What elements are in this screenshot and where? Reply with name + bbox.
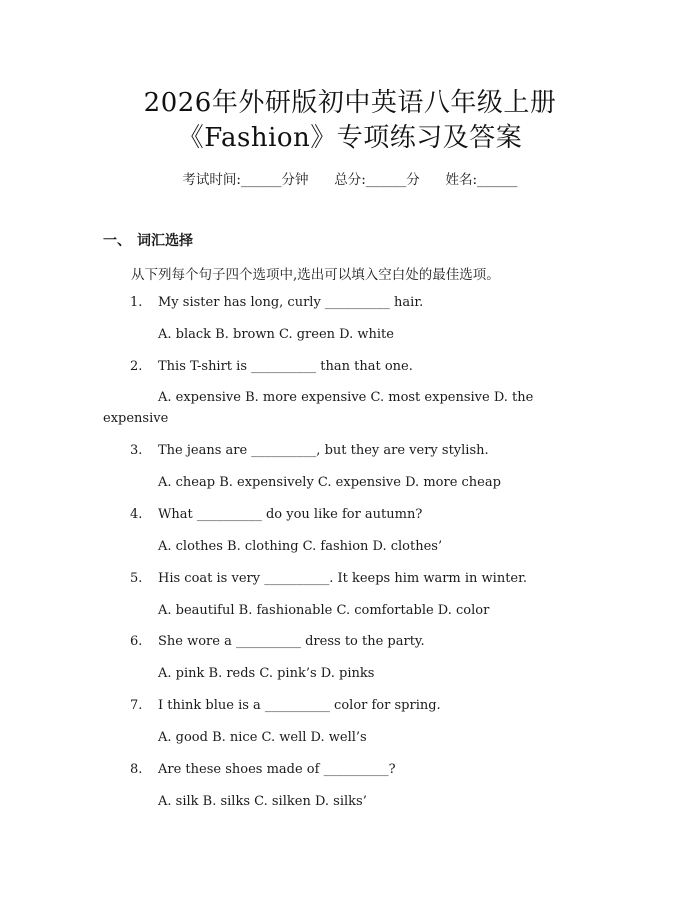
options-6: A. pink B. reds C. pink’s D. pinks xyxy=(158,666,375,681)
question-8 xyxy=(130,762,396,777)
question-6 xyxy=(130,634,425,649)
question-2 xyxy=(130,359,413,374)
document-title-line-2: 《Fashion》专项练习及答案 xyxy=(177,123,523,153)
options-5: A. beautiful B. fashionable C. comfortable D. color xyxy=(158,603,490,618)
question-text: His coat is very __________. It keeps him warm in winter. xyxy=(158,571,528,586)
question-4 xyxy=(130,507,422,522)
options-2: A. expensive B. more expensive C. most expensive D. the xyxy=(158,390,534,405)
question-text: I think blue is a __________ color for spring. xyxy=(158,698,441,713)
question-text: My sister has long, curly __________ hair. xyxy=(158,295,424,310)
options-1: A. black B. brown C. green D. white xyxy=(158,327,394,342)
options-8: A. silk B. silks C. silken D. silks’ xyxy=(158,794,367,809)
question-1 xyxy=(130,295,423,310)
question-text: Are these shoes made of __________? xyxy=(158,762,396,777)
question-5 xyxy=(130,571,527,586)
options-2-wrap: expensive xyxy=(103,411,169,426)
question-number: 5. xyxy=(130,571,143,586)
question-number: 3. xyxy=(130,443,143,458)
question-number: 6. xyxy=(130,634,143,649)
options-4: A. clothes B. clothing C. fashion D. clothes’ xyxy=(158,539,443,554)
question-text: She wore a __________ dress to the party. xyxy=(158,634,425,649)
section-instruction: 从下列每个句子四个选项中,选出可以填入空白处的最佳选项。 xyxy=(131,267,500,283)
question-7 xyxy=(130,698,441,713)
section-number: 一、 xyxy=(103,233,131,249)
options-3: A. cheap B. expensively C. expensive D. more cheap xyxy=(158,475,501,490)
question-number: 1. xyxy=(130,295,143,310)
options-7: A. good B. nice C. well D. well’s xyxy=(158,730,367,745)
question-number: 7. xyxy=(130,698,143,713)
section-heading xyxy=(103,230,193,250)
document-title-line-1: 2026年外研版初中英语八年级上册 xyxy=(143,88,557,118)
exam-info: 考试时间:______分钟 总分:______分 姓名:______ xyxy=(182,172,518,188)
question-number: 8. xyxy=(130,762,143,777)
question-text: The jeans are __________, but they are very stylish. xyxy=(158,443,489,458)
question-3 xyxy=(130,443,489,458)
section-title: 词汇选择 xyxy=(137,233,193,249)
question-number: 4. xyxy=(130,507,143,522)
question-text: What __________ do you like for autumn? xyxy=(158,507,423,522)
question-text: This T-shirt is __________ than that one. xyxy=(158,359,413,374)
question-number: 2. xyxy=(130,359,143,374)
